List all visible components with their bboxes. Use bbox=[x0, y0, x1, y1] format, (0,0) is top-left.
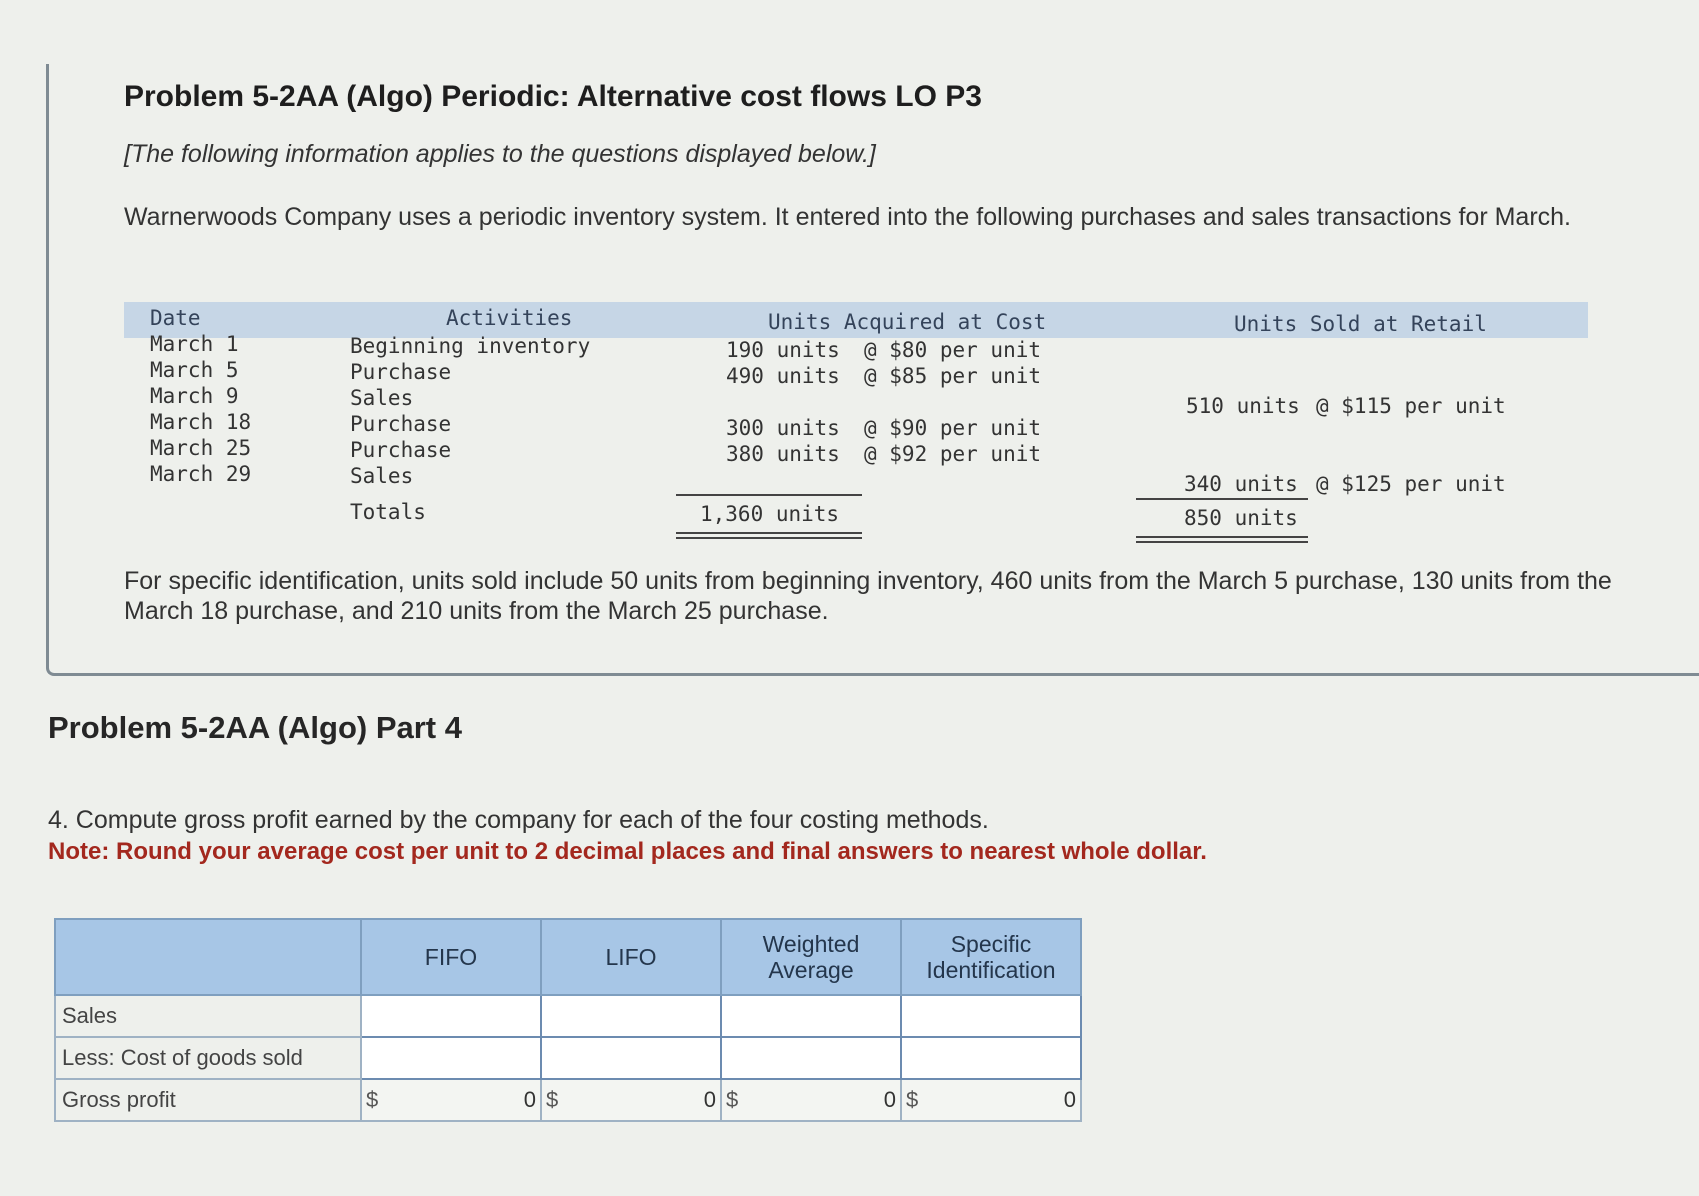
gross-profit-value: 0 bbox=[523, 1087, 536, 1112]
row-sold-units: 510 units bbox=[1186, 394, 1300, 418]
row-sold-units: 340 units bbox=[1184, 472, 1298, 496]
acquired-subtotal-rule bbox=[676, 494, 862, 496]
sales-label: Sales bbox=[55, 995, 361, 1037]
cogs-fifo-input[interactable] bbox=[361, 1037, 541, 1079]
gross-profit-value: 0 bbox=[883, 1087, 896, 1112]
total-sold: 850 units bbox=[1184, 506, 1298, 530]
col-sold-header: Units Sold at Retail bbox=[1234, 312, 1487, 336]
row-acquired-units: 490 units bbox=[726, 364, 840, 388]
col-activities-header: Activities bbox=[446, 306, 573, 330]
table-corner-header bbox=[55, 919, 361, 995]
total-acquired: 1,360 units bbox=[700, 502, 840, 526]
cogs-specific-identification-input[interactable] bbox=[901, 1037, 1081, 1079]
row-activity: Beginning inventory bbox=[350, 334, 591, 358]
gross-profit-weighted-average bbox=[721, 1079, 901, 1121]
part-title: Problem 5-2AA (Algo) Part 4 bbox=[48, 710, 462, 745]
row-acquired-price: @ $90 per unit bbox=[864, 416, 1042, 440]
specific-identification-note: For specific identification, units sold include 50 units from beginning inventory, 460 units from the March 5 purchase, 130 units from the March 18 purchase, and 210 units from the March 25 purchase. bbox=[124, 567, 1612, 625]
row-activity: Sales bbox=[350, 386, 414, 410]
cogs-lifo-input[interactable] bbox=[541, 1037, 721, 1079]
header-specific-identification: Specific Identification bbox=[901, 919, 1081, 995]
gross-profit-fifo bbox=[361, 1079, 541, 1121]
acquired-double-rule-2 bbox=[676, 537, 862, 539]
currency-symbol: $ bbox=[726, 1087, 739, 1112]
row-date: March 29 bbox=[150, 462, 252, 486]
gross-profit-specific-identification bbox=[901, 1079, 1081, 1121]
row-activity: Purchase bbox=[350, 438, 452, 462]
question-text: 4. Compute gross profit earned by the company for each of the four costing methods. bbox=[48, 806, 989, 834]
currency-symbol: $ bbox=[546, 1087, 559, 1112]
col-acquired-header: Units Acquired at Cost bbox=[768, 310, 1047, 334]
row-date: March 9 bbox=[150, 384, 239, 408]
cogs-weighted-average-input[interactable] bbox=[721, 1037, 901, 1079]
row-acquired-units: 380 units bbox=[726, 442, 840, 466]
totals-label: Totals bbox=[350, 500, 426, 524]
row-acquired-price: @ $80 per unit bbox=[864, 338, 1042, 362]
header-lifo: LIFO bbox=[541, 919, 721, 995]
row-sold-price: @ $125 per unit bbox=[1316, 472, 1506, 496]
header-fifo: FIFO bbox=[361, 919, 541, 995]
header-weighted-average: Weighted Average bbox=[721, 919, 901, 995]
row-date: March 25 bbox=[150, 436, 252, 460]
currency-symbol: $ bbox=[906, 1087, 919, 1112]
rounding-note: Note: Round your average cost per unit to 2 decimal places and final answers to nearest whole dollar. bbox=[48, 838, 1207, 865]
gross-profit-value: 0 bbox=[1063, 1087, 1076, 1112]
sold-subtotal-rule bbox=[1136, 498, 1308, 500]
row-acquired-units: 190 units bbox=[726, 338, 840, 362]
gross-profit-lifo bbox=[541, 1079, 721, 1121]
currency-symbol: $ bbox=[366, 1087, 379, 1112]
sold-double-rule-2 bbox=[1136, 541, 1308, 543]
cogs-label: Less: Cost of goods sold bbox=[55, 1037, 361, 1079]
row-activity: Purchase bbox=[350, 360, 452, 384]
gross-profit-label: Gross profit bbox=[55, 1079, 361, 1121]
gross-profit-row bbox=[55, 1079, 1081, 1121]
row-activity: Purchase bbox=[350, 412, 452, 436]
info-note: [The following information applies to the questions displayed below.] bbox=[124, 140, 876, 168]
problem-description: Warnerwoods Company uses a periodic inventory system. It entered into the following purchases and sales transactions for March. bbox=[124, 203, 1571, 231]
row-date: March 1 bbox=[150, 332, 239, 356]
sales-specific-identification-input[interactable] bbox=[901, 995, 1081, 1037]
sales-weighted-average-input[interactable] bbox=[721, 995, 901, 1037]
row-acquired-price: @ $85 per unit bbox=[864, 364, 1042, 388]
cogs-row bbox=[55, 1037, 1081, 1079]
sales-fifo-input[interactable] bbox=[361, 995, 541, 1037]
problem-title: Problem 5-2AA (Algo) Periodic: Alternative cost flows LO P3 bbox=[124, 80, 982, 113]
sold-double-rule-1 bbox=[1136, 536, 1308, 538]
sales-lifo-input[interactable] bbox=[541, 995, 721, 1037]
gross-profit-table bbox=[54, 918, 1082, 1122]
row-sold-price: @ $115 per unit bbox=[1316, 394, 1506, 418]
sales-row bbox=[55, 995, 1081, 1037]
acquired-double-rule-1 bbox=[676, 532, 862, 534]
row-date: March 18 bbox=[150, 410, 252, 434]
gross-profit-value: 0 bbox=[703, 1087, 716, 1112]
row-activity: Sales bbox=[350, 464, 414, 488]
row-acquired-units: 300 units bbox=[726, 416, 840, 440]
row-date: March 5 bbox=[150, 358, 239, 382]
col-date-header: Date bbox=[150, 306, 201, 330]
row-acquired-price: @ $92 per unit bbox=[864, 442, 1042, 466]
